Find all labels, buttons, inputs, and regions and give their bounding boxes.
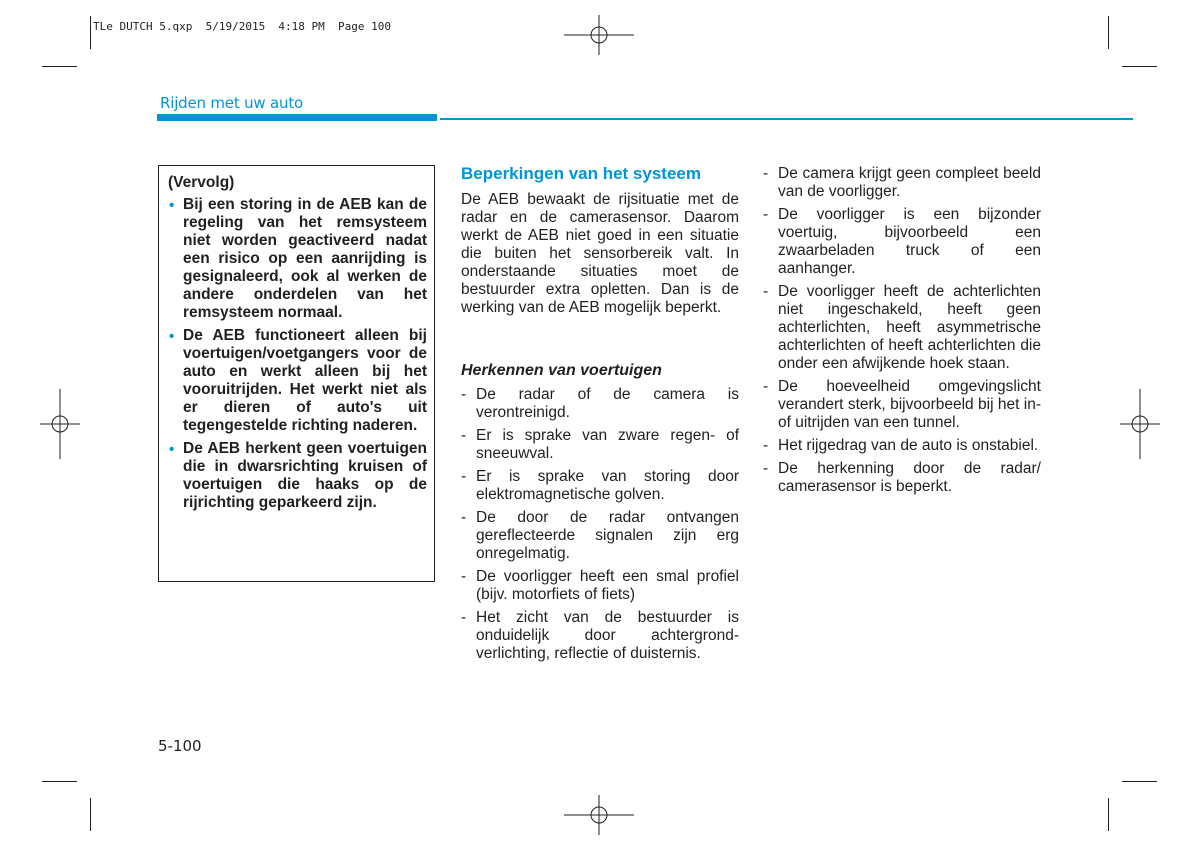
list-item bbox=[168, 196, 427, 322]
list-item bbox=[168, 440, 427, 512]
list-item-text: De voorligger heeft een smal profiel (bijv. motorfiets of fiets) bbox=[476, 568, 739, 603]
list-item bbox=[461, 568, 739, 604]
crop-mark bbox=[1122, 781, 1157, 782]
list-item-text: Het rijgedrag van de auto is onstabiel. bbox=[778, 437, 1039, 454]
dash-icon: - bbox=[763, 460, 769, 477]
dash-icon: - bbox=[763, 378, 769, 395]
limitations-list bbox=[461, 386, 739, 668]
list-item-text: Bij een storing in de AEB kan de regeling van het remsysteem niet worden geactiveerd nadat een risico op een aanrijding is gesignaleerd, ook al werken de andere onderdelen van het remsysteem normaal. bbox=[183, 196, 427, 321]
bullet-icon: • bbox=[169, 328, 175, 345]
page-number: 5-100 bbox=[158, 737, 202, 755]
bullet-icon: • bbox=[169, 441, 175, 458]
header-bar bbox=[157, 114, 437, 121]
list-item bbox=[168, 327, 427, 435]
limitations-list-continued bbox=[763, 165, 1041, 501]
list-item-text: Er is sprake van storing door elektromagnetische golven. bbox=[476, 468, 739, 503]
list-item bbox=[461, 509, 739, 563]
bullet-icon: • bbox=[169, 197, 175, 214]
registration-mark-icon bbox=[1120, 389, 1160, 459]
list-item bbox=[461, 609, 739, 663]
list-item-text: De voorligger heeft de achterlichten niet ingeschakeld, heeft geen achterlichten, heeft asymmetrische achterlichten of heeft achterlichten die onder een afwijkende hoek staan. bbox=[778, 283, 1041, 372]
dash-icon: - bbox=[461, 609, 467, 626]
section-title: Beperkingen van het systeem bbox=[461, 164, 701, 183]
dash-icon: - bbox=[763, 206, 769, 223]
registration-mark-icon bbox=[564, 15, 634, 55]
list-item bbox=[763, 283, 1041, 373]
dash-icon: - bbox=[461, 386, 467, 403]
dash-icon: - bbox=[763, 437, 769, 454]
crop-mark bbox=[90, 798, 91, 831]
list-item-text: De AEB functioneert alleen bij voertuigen/voetgangers voor de auto en werkt alleen bij het vooruitrijden. Het werkt niet als er dieren of auto's uit tegengestelde richting naderen. bbox=[183, 327, 427, 434]
list-item-text: De hoeveelheid omgevingslicht verandert sterk, bijvoorbeeld bij het in- of uitrijden van een tunnel. bbox=[778, 378, 1041, 431]
list-item-text: De herkenning door de radar/ camerasensor is beperkt. bbox=[778, 460, 1041, 495]
continued-heading: (Vervolg) bbox=[168, 174, 235, 191]
dash-icon: - bbox=[763, 283, 769, 300]
chapter-title: Rijden met uw auto bbox=[160, 94, 303, 112]
dash-icon: - bbox=[461, 509, 467, 526]
crop-mark bbox=[1108, 798, 1109, 831]
list-item bbox=[763, 378, 1041, 432]
intro-paragraph: De AEB bewaakt de rijsituatie met de radar en de camerasensor. Daarom werkt de AEB niet goed in een situatie die buiten het sensorbereik valt. In onderstaande situaties moet de bestuurder extra opletten. Dan is de werking van de AEB mogelijk beperkt. bbox=[461, 191, 739, 316]
note-list bbox=[168, 196, 427, 517]
subsection-title: Herkennen van voertuigen bbox=[461, 362, 662, 379]
list-item bbox=[461, 468, 739, 504]
list-item bbox=[763, 206, 1041, 278]
list-item-text: De AEB herkent geen voertuigen die in dwarsrichting kruisen of voertuigen die haaks op de rijrichting geparkeerd zijn. bbox=[183, 440, 427, 511]
printer-slug: TLe DUTCH 5.qxp 5/19/2015 4:18 PM Page 100 bbox=[93, 20, 392, 33]
crop-mark bbox=[1122, 66, 1157, 67]
list-item-text: De door de radar ontvangen gereflecteerde signalen zijn erg onregelmatig. bbox=[476, 509, 739, 562]
list-item-text: Het zicht van de bestuurder is onduidelijk door achtergrond-verlichting, reflectie of duisternis. bbox=[476, 609, 739, 662]
registration-mark-icon bbox=[40, 389, 80, 459]
dash-icon: - bbox=[461, 427, 467, 444]
dash-icon: - bbox=[461, 568, 467, 585]
dash-icon: - bbox=[461, 468, 467, 485]
list-item-text: De voorligger is een bijzonder voertuig, bijvoorbeeld een zwaarbeladen truck of een aanhanger. bbox=[778, 206, 1041, 277]
list-item bbox=[763, 165, 1041, 201]
list-item-text: De camera krijgt geen compleet beeld van de voorligger. bbox=[778, 165, 1041, 200]
dash-icon: - bbox=[763, 165, 769, 182]
crop-mark bbox=[42, 781, 77, 782]
registration-mark-icon bbox=[564, 795, 634, 835]
crop-mark bbox=[90, 16, 91, 49]
list-item-text: Er is sprake van zware regen- of sneeuwval. bbox=[476, 427, 739, 462]
crop-mark bbox=[42, 66, 77, 67]
list-item bbox=[763, 437, 1041, 455]
list-item bbox=[461, 386, 739, 422]
list-item-text: De radar of de camera is verontreinigd. bbox=[476, 386, 739, 421]
list-item bbox=[461, 427, 739, 463]
list-item bbox=[763, 460, 1041, 496]
header-rule bbox=[440, 118, 1133, 120]
crop-mark bbox=[1108, 16, 1109, 49]
